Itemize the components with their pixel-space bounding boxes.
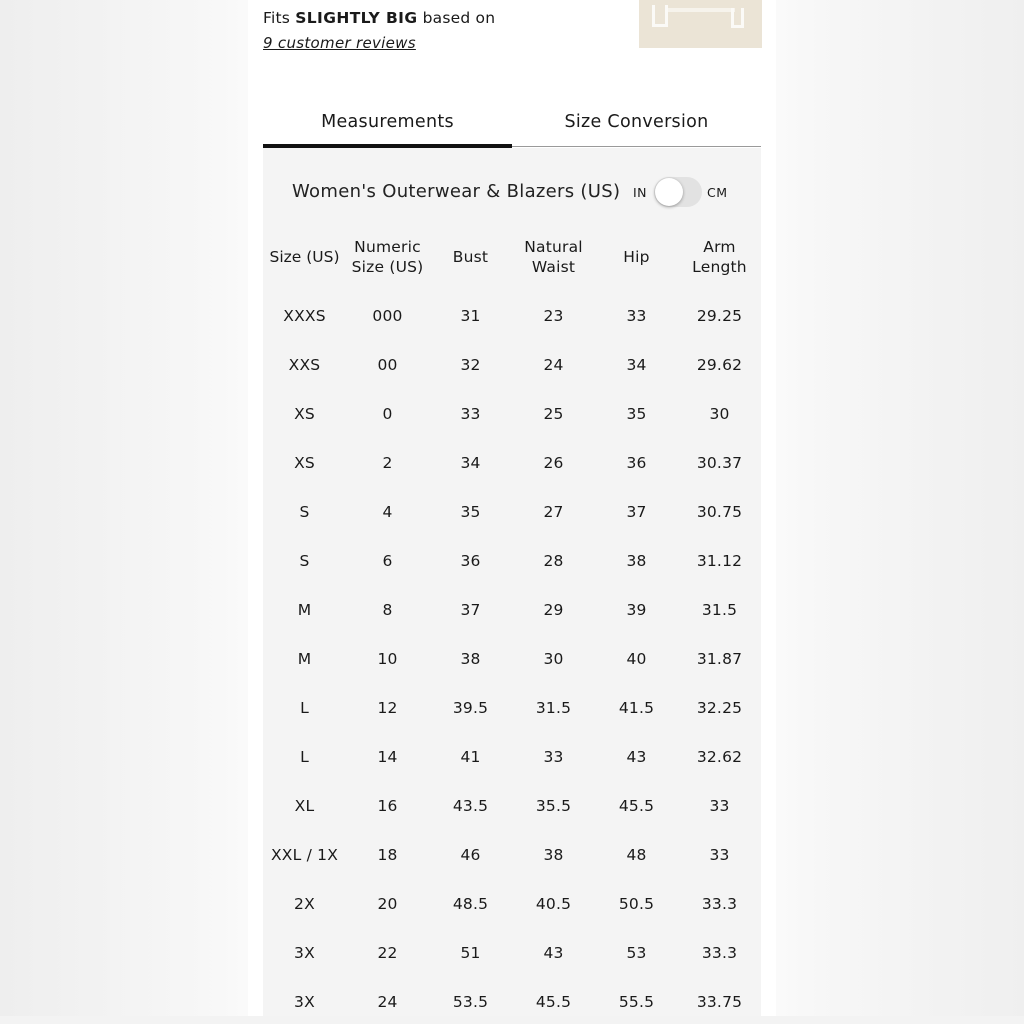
tab-size-conversion[interactable]: Size Conversion: [564, 112, 709, 132]
table-row: [263, 340, 761, 389]
cell-waist: 35.5: [535, 796, 572, 815]
cell-size: 3X: [294, 992, 315, 1011]
fit-summary: [263, 8, 495, 28]
cell-arm-length: 33.3: [701, 894, 738, 913]
cell-size: XXXS: [283, 306, 326, 325]
table-row: [263, 389, 761, 438]
unit-cm-label: CM: [707, 185, 728, 200]
header-line: Arm: [703, 238, 736, 256]
cell-bust: 31: [460, 306, 481, 325]
unit-toggle[interactable]: [654, 177, 702, 207]
size-guide-tabs: [263, 100, 761, 148]
table-row: [263, 487, 761, 536]
cell-bust: 39.5: [452, 698, 489, 717]
cell-arm-length: 29.25: [696, 306, 743, 325]
bottom-edge: [0, 1016, 1024, 1024]
cell-bust: 36: [460, 551, 481, 570]
cell-bust: 46: [460, 845, 481, 864]
cell-waist: 26: [543, 453, 564, 472]
cell-waist: 38: [543, 845, 564, 864]
cell-hip: 45.5: [618, 796, 655, 815]
cell-hip: 33: [626, 306, 647, 325]
cell-numeric-size: 2: [382, 453, 393, 472]
cell-size: L: [300, 698, 309, 717]
cell-hip: 43: [626, 747, 647, 766]
cell-arm-length: 33.75: [696, 992, 743, 1011]
cell-numeric-size: 10: [377, 649, 398, 668]
cell-size: L: [300, 747, 309, 766]
toggle-knob: [655, 178, 683, 206]
cell-bust: 37: [460, 600, 481, 619]
cell-waist: 43: [543, 943, 564, 962]
cell-waist: 29: [543, 600, 564, 619]
table-row: [263, 634, 761, 683]
cell-size: XL: [294, 796, 315, 815]
cell-hip: 37: [626, 502, 647, 521]
cell-waist: 33: [543, 747, 564, 766]
cell-hip: 39: [626, 600, 647, 619]
thumbnail-strap-left: [652, 5, 668, 27]
cell-hip: 34: [626, 355, 647, 374]
header-line: Numeric: [354, 238, 421, 256]
customer-reviews-link[interactable]: 9 customer reviews: [263, 34, 416, 52]
cell-numeric-size: 12: [377, 698, 398, 717]
header-line: Size (US): [351, 258, 424, 276]
cell-waist: 27: [543, 502, 564, 521]
cell-waist: 40.5: [535, 894, 572, 913]
cell-size: S: [299, 502, 310, 521]
table-row: [263, 781, 761, 830]
cell-numeric-size: 0: [382, 404, 393, 423]
cell-numeric-size: 24: [377, 992, 398, 1011]
cell-arm-length: 31.87: [696, 649, 743, 668]
cell-bust: 33: [460, 404, 481, 423]
table-row: [263, 291, 761, 340]
table-row: [263, 732, 761, 781]
table-row: [263, 683, 761, 732]
cell-arm-length: 29.62: [696, 355, 743, 374]
cell-hip: 48: [626, 845, 647, 864]
cell-arm-length: 33: [709, 796, 730, 815]
table-row: [263, 977, 761, 1016]
cell-waist: 45.5: [535, 992, 572, 1011]
cell-bust: 51: [460, 943, 481, 962]
cell-arm-length: 31.5: [701, 600, 738, 619]
cell-bust: 43.5: [452, 796, 489, 815]
measurements-table-panel: [263, 148, 761, 1016]
cell-hip: 53: [626, 943, 647, 962]
header-line: Length: [692, 258, 747, 276]
cell-arm-length: 33.3: [701, 943, 738, 962]
cell-numeric-size: 8: [382, 600, 393, 619]
cell-hip: 50.5: [618, 894, 655, 913]
cell-bust: 48.5: [452, 894, 489, 913]
cell-size: XXS: [288, 355, 321, 374]
table-row: [263, 879, 761, 928]
cell-hip: 41.5: [618, 698, 655, 717]
header-size-us: [263, 247, 346, 267]
thumbnail-band: [665, 8, 735, 12]
cell-numeric-size: 14: [377, 747, 398, 766]
cell-numeric-size: 18: [377, 845, 398, 864]
chart-title: Women's Outerwear & Blazers (US): [292, 181, 621, 202]
cell-waist: 30: [543, 649, 564, 668]
cell-numeric-size: 4: [382, 502, 393, 521]
cell-hip: 40: [626, 649, 647, 668]
cell-arm-length: 32.62: [696, 747, 743, 766]
cell-hip: 38: [626, 551, 647, 570]
header-line: Waist: [531, 258, 576, 276]
header-numeric-size: [346, 237, 429, 277]
cell-hip: 36: [626, 453, 647, 472]
cell-size: M: [297, 600, 312, 619]
cell-waist: 28: [543, 551, 564, 570]
unit-in-label: IN: [633, 185, 648, 200]
header-hip: [595, 247, 678, 267]
header-line: Hip: [623, 248, 650, 266]
thumbnail-strap-right: [731, 8, 744, 28]
cell-bust: 38: [460, 649, 481, 668]
cell-size: XS: [294, 453, 315, 472]
cell-arm-length: 30.75: [696, 502, 743, 521]
tab-measurements[interactable]: Measurements: [321, 112, 454, 132]
table-row: [263, 830, 761, 879]
fit-suffix: based on: [422, 9, 496, 27]
cell-waist: 23: [543, 306, 564, 325]
cell-waist: 24: [543, 355, 564, 374]
cell-size: 3X: [294, 943, 315, 962]
table-row: [263, 536, 761, 585]
cell-bust: 34: [460, 453, 481, 472]
fit-verdict: SLIGHTLY BIG: [295, 9, 418, 27]
table-header-row: [263, 232, 761, 282]
cell-bust: 32: [460, 355, 481, 374]
tab-divider: [512, 146, 761, 147]
cell-numeric-size: 16: [377, 796, 398, 815]
cell-size: S: [299, 551, 310, 570]
cell-numeric-size: 22: [377, 943, 398, 962]
cell-numeric-size: 6: [382, 551, 393, 570]
cell-bust: 53.5: [452, 992, 489, 1011]
header-line: Size (US): [269, 248, 340, 266]
cell-waist: 31.5: [535, 698, 572, 717]
cell-size: M: [297, 649, 312, 668]
header-arm-length: [678, 237, 761, 277]
table-row: [263, 585, 761, 634]
header-bust: [429, 247, 512, 267]
cell-arm-length: 30.37: [696, 453, 743, 472]
product-thumbnail[interactable]: [639, 0, 762, 48]
cell-size: 2X: [294, 894, 315, 913]
table-row: [263, 438, 761, 487]
cell-hip: 35: [626, 404, 647, 423]
cell-numeric-size: 20: [377, 894, 398, 913]
cell-numeric-size: 00: [377, 355, 398, 374]
header-line: Bust: [452, 248, 489, 266]
cell-bust: 35: [460, 502, 481, 521]
cell-arm-length: 30: [709, 404, 730, 423]
cell-size: XXL / 1X: [270, 845, 339, 864]
fit-prefix: Fits: [263, 9, 291, 27]
table-row: [263, 928, 761, 977]
cell-arm-length: 32.25: [696, 698, 743, 717]
header-line: Natural: [524, 238, 583, 256]
header-natural-waist: [512, 237, 595, 277]
cell-waist: 25: [543, 404, 564, 423]
cell-size: XS: [294, 404, 315, 423]
cell-bust: 41: [460, 747, 481, 766]
cell-arm-length: 33: [709, 845, 730, 864]
cell-arm-length: 31.12: [696, 551, 743, 570]
cell-numeric-size: 000: [372, 306, 403, 325]
cell-hip: 55.5: [618, 992, 655, 1011]
size-guide-panel: [248, 0, 776, 1016]
